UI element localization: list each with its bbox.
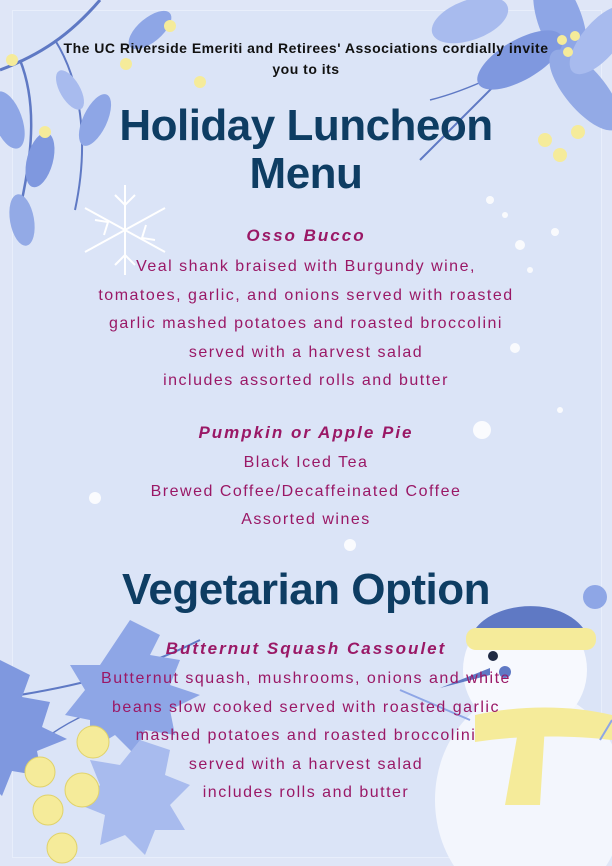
page-title	[0, 102, 612, 198]
vegetarian-line: includes rolls and butter	[202, 784, 410, 802]
main-course-line: Veal shank braised with Burgundy wine,	[136, 258, 476, 275]
main-course-description	[0, 253, 612, 396]
dessert-description	[0, 449, 612, 535]
invitation-line-1: The UC Riverside Emeriti and Retirees' Associations cordially invite	[63, 40, 549, 56]
vegetarian-description	[0, 665, 612, 808]
vegetarian-line: Butternut squash, mushrooms, onions and white	[101, 670, 511, 687]
vegetarian-line: beans slow cooked served with roasted garlic	[112, 698, 500, 716]
invitation-line-2: you to its	[272, 61, 340, 77]
dessert-name: Pumpkin or Apple Pie	[198, 423, 414, 442]
vegetarian-line: mashed potatoes and roasted broccolini	[135, 727, 477, 745]
title-line-2: Menu	[249, 149, 363, 198]
dessert-line: Assorted wines	[241, 511, 371, 529]
main-course-line: garlic mashed potatoes and roasted broccolini	[109, 315, 503, 333]
vegetarian-heading: Vegetarian Option	[121, 565, 490, 614]
vegetarian-line: served with a harvest salad	[188, 755, 424, 773]
main-course-line: tomatoes, garlic, and onions served with roasted	[98, 286, 514, 304]
vegetarian-dish-name: Butternut Squash Cassoulet	[165, 639, 447, 658]
title-line-1: Holiday Luncheon	[119, 101, 493, 150]
dessert-line: Black Iced Tea	[243, 454, 369, 471]
invitation-text	[0, 38, 612, 80]
main-course-name: Osso Bucco	[246, 226, 366, 245]
main-course-line: served with a harvest salad	[188, 343, 424, 361]
dessert-line: Brewed Coffee/Decaffeinated Coffee	[150, 482, 462, 500]
main-course-line: includes assorted rolls and butter	[163, 372, 449, 390]
